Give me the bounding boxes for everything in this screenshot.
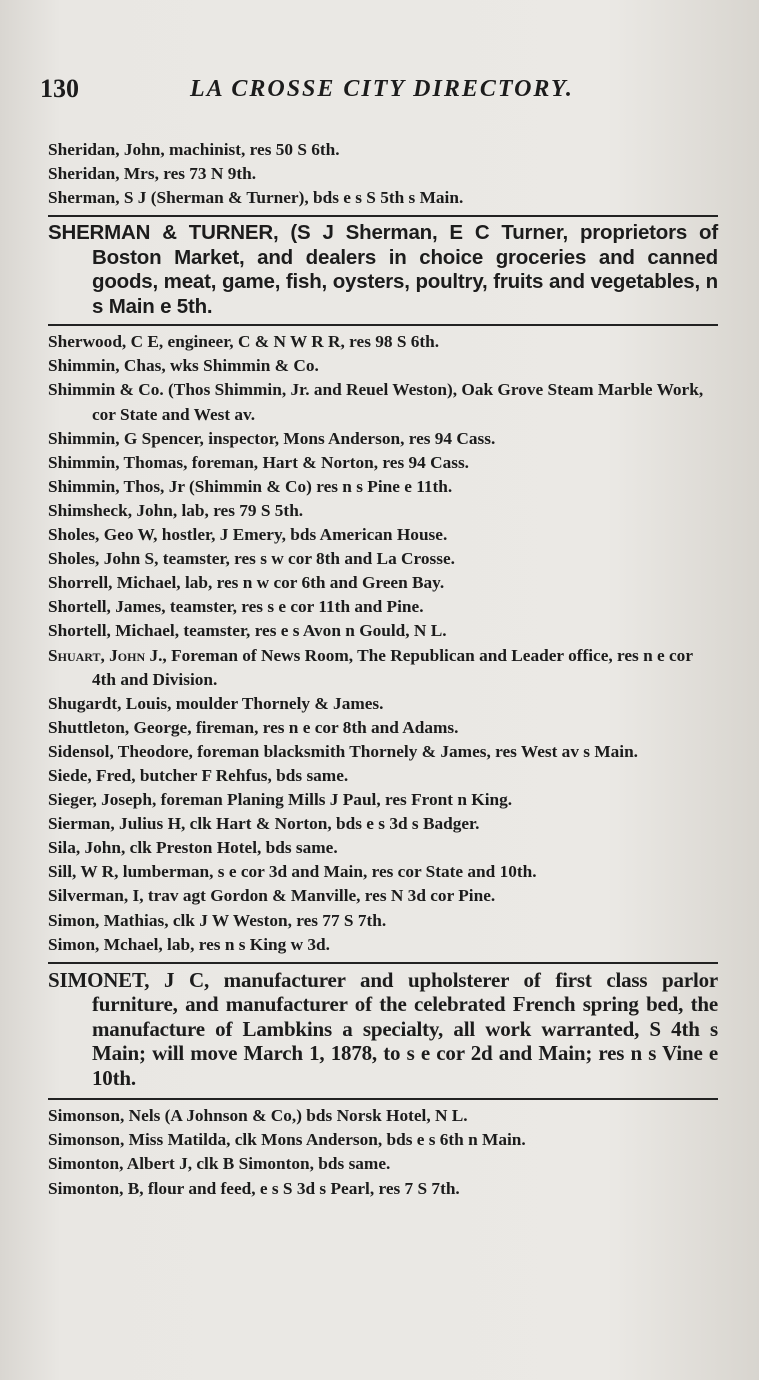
entry-details: Geo W, hostler, J Emery, bds American House.: [99, 525, 448, 545]
directory-entry: [48, 716, 718, 740]
entry-details: Louis, moulder Thornely & James.: [121, 693, 384, 713]
entry-name: Sholes,: [48, 549, 100, 569]
entry-details: George, fireman, res n e cor 8th and Adams.: [129, 717, 459, 737]
entry-details: Michael, teamster, res e s Avon n Gould, N L.: [110, 621, 447, 641]
entry-name: Shimmin,: [48, 476, 120, 496]
entry-details: Julius H, clk Hart & Norton, bds e s 3d s Badger.: [114, 814, 480, 834]
entry-details: John, clk Preston Hotel, bds same.: [80, 838, 338, 858]
directory-entry: [48, 740, 718, 764]
directory-entry: [48, 571, 718, 595]
entry-name: Shuttleton,: [48, 717, 130, 737]
directory-entry: [48, 451, 718, 475]
directory-entry: [48, 764, 718, 788]
directory-entry: [48, 1152, 718, 1176]
directory-entry: [48, 788, 718, 812]
entry-name: Shimmin: [48, 380, 116, 400]
directory-entry: [48, 378, 718, 426]
entry-details: Chas, wks Shimmin & Co.: [119, 356, 319, 376]
entry-details: Joseph, foreman Planing Mills J Paul, res Front n King.: [96, 790, 513, 810]
entry-name: Siede,: [48, 765, 92, 785]
entry-name: Shimmin,: [48, 452, 120, 472]
entry-details: Albert J, clk B Simonton, bds same.: [123, 1154, 391, 1174]
entry-details: Nels (A Johnson & Co,) bds Norsk Hotel, N L.: [124, 1106, 468, 1126]
entry-details: Theodore, foreman blacksmith Thornely & James, res West av s Main.: [113, 741, 639, 761]
directory-entry: [48, 547, 718, 571]
entry-name: Sheridan,: [48, 140, 120, 159]
entry-details: Fred, butcher F Rehfus, bds same.: [91, 765, 349, 785]
entry-details: Michael, lab, res n w cor 6th and Green Bay.: [112, 573, 445, 593]
entry-details: Miss Matilda, clk Mons Anderson, bds e s 6th n Main.: [124, 1130, 526, 1150]
entry-details: Foreman of News Room, The Republican and Leader office, res n e cor 4th and Division.: [92, 645, 693, 689]
directory-entry: [48, 186, 718, 210]
directory-entry: [48, 644, 718, 692]
entry-name: Sholes,: [48, 525, 100, 545]
divider-rule: [48, 962, 718, 964]
directory-listing: [48, 138, 718, 1201]
directory-entry: [48, 523, 718, 547]
advertisement-sherman-turner: SHERMAN & TURNER, (S J Sherman, E C Turner, proprietors of Boston Market, and dealers in choice groceries and canned goods, meat, game, fish, oysters, poultry, fruits and vegetables, n s Main e 5th.: [48, 221, 718, 318]
entry-name: Simonson,: [48, 1106, 125, 1126]
directory-entry: [48, 499, 718, 523]
directory-entry: [48, 619, 718, 643]
entry-details: G Spencer, inspector, Mons Anderson, res 94 Cass.: [119, 428, 496, 448]
entry-name: Shortell,: [48, 597, 111, 617]
entry-name: Simon,: [48, 934, 100, 954]
page-number: 130: [40, 74, 79, 103]
directory-entry: [48, 836, 718, 860]
entry-name: Simonton,: [48, 1154, 124, 1174]
entry-name: Silverman,: [48, 886, 129, 906]
page-header: [40, 74, 720, 114]
directory-entry: [48, 595, 718, 619]
entry-name: Simonton,: [48, 1178, 124, 1198]
directory-entry: [48, 884, 718, 908]
entry-name: Sherwood,: [48, 332, 127, 352]
entry-list-bottom: [48, 1104, 718, 1200]
directory-entry: [48, 427, 718, 451]
entry-details: Mchael, lab, res n s King w 3d.: [99, 934, 330, 954]
directory-entry: [48, 1177, 718, 1201]
entry-list-middle: [48, 330, 718, 956]
entry-details: C E, engineer, C & N W R R, res 98 S 6th.: [126, 332, 440, 352]
entry-details: B, flour and feed, e s S 3d s Pearl, res 7 S 7th.: [123, 1178, 460, 1198]
directory-entry: [48, 1104, 718, 1128]
entry-name: Shimmin,: [48, 428, 120, 448]
directory-entry: [48, 354, 718, 378]
entry-details: I, trav agt Gordon & Manville, res N 3d cor Pine.: [128, 886, 496, 906]
directory-entry: [48, 812, 718, 836]
entry-name: Sheridan,: [48, 164, 120, 184]
directory-entry: [48, 162, 718, 186]
entry-details: John S, teamster, res s w cor 8th and La Crosse.: [99, 549, 455, 569]
directory-entry: [48, 692, 718, 716]
entry-name: Shorrell,: [48, 573, 113, 593]
directory-entry: [48, 138, 718, 162]
directory-entry: [48, 933, 718, 957]
entry-name: Sieger,: [48, 790, 97, 810]
entry-name: Shuart, John J.,: [48, 645, 167, 665]
entry-name: Sidensol,: [48, 741, 114, 761]
entry-details: John, machinist, res 50 S 6th.: [119, 140, 340, 159]
entry-details: Mrs, res 73 N 9th.: [119, 164, 257, 184]
entry-name: Sierman,: [48, 814, 115, 834]
advertisement-simonet: SIMONET, J C, manufacturer and upholsterer of first class parlor furniture, and manufacturer of the celebrated French spring bed, the manufacture of Lambkins a specialty, all work warranted, S 4th s Main; will move March 1, 1878, to s e cor 2d and Main; res n s Vine e 10th.: [48, 967, 718, 1090]
entry-details: Mathias, clk J W Weston, res 77 S 7th.: [99, 910, 387, 930]
entry-name: Simonson,: [48, 1130, 125, 1150]
entry-name: Sill,: [48, 862, 77, 882]
entry-details: James, teamster, res s e cor 11th and Pine.: [110, 597, 424, 617]
entry-name: Simon,: [48, 910, 100, 930]
directory-entry: [48, 475, 718, 499]
entry-name: Shimsheck,: [48, 500, 133, 520]
entry-details: Thomas, foreman, Hart & Norton, res 94 Cass.: [119, 452, 469, 472]
divider-rule: [48, 324, 718, 326]
divider-rule: [48, 1098, 718, 1100]
entry-name: Shugardt,: [48, 693, 122, 713]
directory-entry: [48, 909, 718, 933]
directory-entry: [48, 330, 718, 354]
entry-details: & Co. (Thos Shimmin, Jr. and Reuel Weston), Oak Grove Steam Marble Work, cor State and West av.: [92, 380, 704, 424]
entry-details: John, lab, res 79 S 5th.: [132, 500, 304, 520]
divider-rule: [48, 215, 718, 217]
entry-details: S J (Sherman & Turner), bds e s S 5th s Main.: [119, 188, 464, 208]
entry-list-top: [48, 138, 718, 210]
running-title: LA CROSSE CITY DIRECTORY.: [190, 76, 574, 102]
entry-name: Sherman,: [48, 188, 120, 208]
directory-entry: [48, 1128, 718, 1152]
entry-name: Sila,: [48, 838, 81, 858]
entry-name: Shortell,: [48, 621, 111, 641]
entry-details: Thos, Jr (Shimmin & Co) res n s Pine e 11th.: [119, 476, 453, 496]
entry-details: W R, lumberman, s e cor 3d and Main, res cor State and 10th.: [76, 862, 537, 882]
directory-entry: [48, 860, 718, 884]
entry-name: Shimmin,: [48, 356, 120, 376]
